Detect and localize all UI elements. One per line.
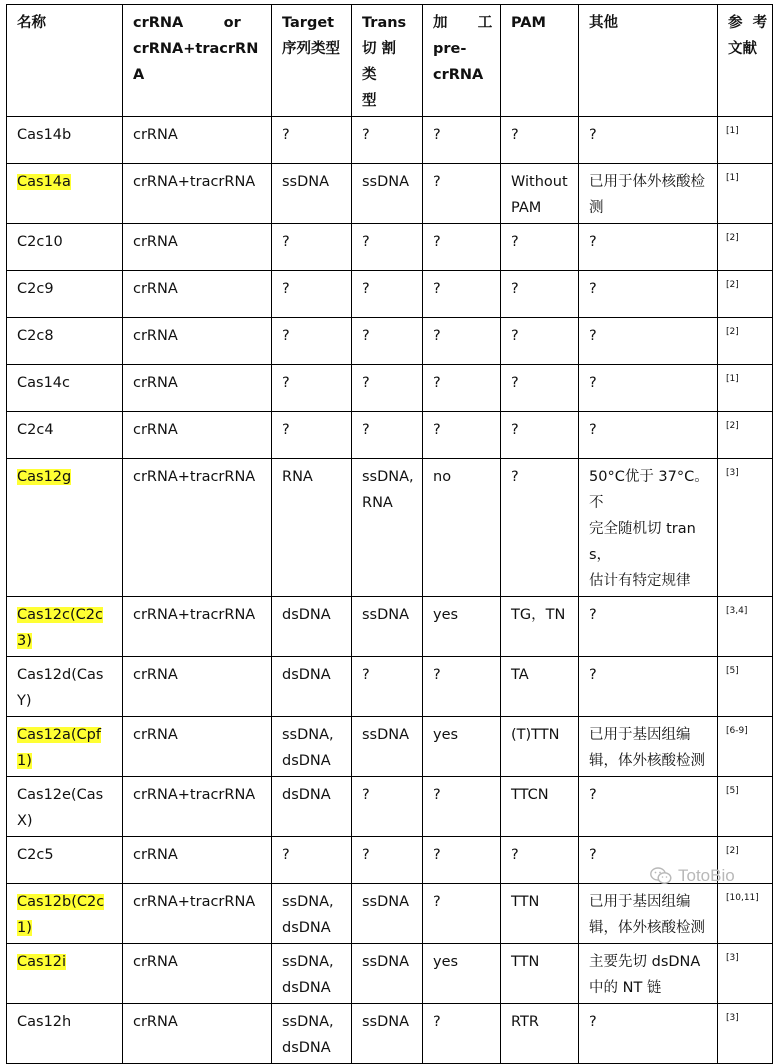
cell-trans (352, 271, 423, 318)
table-row (7, 777, 773, 837)
trans-line: ssDNA (362, 894, 410, 910)
cell-trans (352, 365, 423, 412)
other-line: 完全随机切 trans， (589, 521, 696, 563)
pam-line: ? (511, 847, 519, 863)
pam-line: TA (511, 667, 529, 683)
other-line: 已用于基因组编 (589, 894, 691, 910)
rna-type: crRNA+tracrRNA (133, 894, 256, 910)
table-row (7, 271, 773, 318)
reference-marker: [5] (726, 666, 739, 676)
other-line: 已用于体外核酸检 (589, 174, 705, 190)
cell-trans (352, 117, 423, 164)
pam-line: TTN (511, 894, 540, 910)
cell-processing (423, 944, 501, 1004)
cell-other (579, 944, 718, 1004)
processing-value: yes (433, 607, 459, 623)
reference-marker: [1] (726, 126, 739, 136)
cell-rna (123, 164, 272, 224)
target-line: dsDNA (282, 1040, 331, 1056)
cell-pam (501, 717, 579, 777)
target-line: ssDNA (282, 174, 330, 190)
cell-rna (123, 657, 272, 717)
header-pam: PAM (501, 5, 579, 117)
other-line: ? (589, 607, 597, 623)
rna-type: crRNA+tracrRNA (133, 174, 256, 190)
cell-target (272, 1004, 352, 1064)
target-line: ? (282, 281, 290, 297)
table-row (7, 597, 773, 657)
processing-value: ? (433, 847, 441, 863)
protein-name: Cas12i (17, 954, 67, 970)
other-line: ? (589, 787, 597, 803)
pam-line: TG，TN (511, 607, 566, 623)
cell-refs (718, 271, 773, 318)
header-other: 其他 (579, 5, 718, 117)
pam-line: ? (511, 328, 519, 344)
other-line: 50°C优于 37°C。不 (589, 469, 709, 511)
pam-line: PAM (511, 200, 542, 216)
cell-refs (718, 884, 773, 944)
pam-line: ? (511, 127, 519, 143)
cell-pam (501, 884, 579, 944)
cell-name (7, 412, 123, 459)
protein-name: Cas12c(C2c3) (17, 607, 103, 649)
target-line: ssDNA, (282, 954, 334, 970)
other-line: 估计有特定规律 (589, 573, 691, 589)
trans-line: ? (362, 281, 370, 297)
rna-type: crRNA (133, 1014, 178, 1030)
table-row (7, 944, 773, 1004)
cell-other (579, 365, 718, 412)
cell-name (7, 365, 123, 412)
cell-refs (718, 412, 773, 459)
cell-name (7, 884, 123, 944)
cell-rna (123, 271, 272, 318)
reference-marker: [2] (726, 280, 739, 290)
target-line: dsDNA (282, 787, 331, 803)
table-row (7, 164, 773, 224)
cell-other (579, 1004, 718, 1064)
rna-type: crRNA (133, 127, 178, 143)
cell-other (579, 884, 718, 944)
protein-name: Cas12b(C2c1) (17, 894, 105, 936)
cell-rna (123, 1004, 272, 1064)
header-refs: 参 考 文献 (718, 5, 773, 117)
cell-trans (352, 597, 423, 657)
target-line: ? (282, 328, 290, 344)
rna-type: crRNA (133, 375, 178, 391)
cell-target (272, 224, 352, 271)
cell-rna (123, 944, 272, 1004)
target-line: ssDNA, (282, 727, 334, 743)
cell-processing (423, 597, 501, 657)
target-line: ? (282, 422, 290, 438)
target-line: ? (282, 375, 290, 391)
cell-pam (501, 777, 579, 837)
cell-pam (501, 164, 579, 224)
trans-line: ? (362, 127, 370, 143)
pam-line: Without (511, 174, 568, 190)
table-row (7, 717, 773, 777)
protein-name: Cas14c (17, 375, 70, 391)
cell-refs (718, 365, 773, 412)
target-line: dsDNA (282, 753, 331, 769)
cell-other (579, 597, 718, 657)
cell-target (272, 117, 352, 164)
trans-line: ssDNA (362, 1014, 410, 1030)
processing-value: yes (433, 727, 459, 743)
cell-processing (423, 318, 501, 365)
cell-name (7, 657, 123, 717)
cell-name (7, 1004, 123, 1064)
cell-refs (718, 717, 773, 777)
watermark (650, 866, 735, 886)
pam-line: TTCN (511, 787, 549, 803)
cell-refs (718, 1004, 773, 1064)
cell-trans (352, 224, 423, 271)
processing-value: ? (433, 894, 441, 910)
trans-line: ? (362, 847, 370, 863)
processing-value: ? (433, 422, 441, 438)
cell-processing (423, 1004, 501, 1064)
cell-target (272, 597, 352, 657)
reference-marker: [10,11] (726, 893, 759, 903)
trans-line: ? (362, 234, 370, 250)
cell-rna (123, 459, 272, 597)
cell-processing (423, 224, 501, 271)
reference-marker: [3] (726, 1013, 739, 1023)
cell-refs (718, 657, 773, 717)
trans-line: ssDNA (362, 174, 410, 190)
cell-target (272, 365, 352, 412)
reference-marker: [3] (726, 953, 739, 963)
rna-type: crRNA (133, 281, 178, 297)
table-row (7, 1004, 773, 1064)
other-line: ? (589, 127, 597, 143)
cell-refs (718, 459, 773, 597)
cell-other (579, 117, 718, 164)
cell-other (579, 412, 718, 459)
header-target: Target 序列类型 (272, 5, 352, 117)
table-row (7, 657, 773, 717)
header-trans: Trans 切 割 类 型 (352, 5, 423, 117)
other-line: 已用于基因组编 (589, 727, 691, 743)
protein-name: C2c4 (17, 422, 54, 438)
cell-name (7, 271, 123, 318)
table-row (7, 117, 773, 164)
other-line: 辑，体外核酸检测 (589, 753, 705, 769)
cell-name (7, 224, 123, 271)
cell-name (7, 597, 123, 657)
rna-type: crRNA (133, 234, 178, 250)
protein-name: C2c8 (17, 328, 54, 344)
cell-pam (501, 597, 579, 657)
pam-line: ? (511, 234, 519, 250)
cell-target (272, 459, 352, 597)
table-row (7, 412, 773, 459)
cell-processing (423, 657, 501, 717)
cell-trans (352, 884, 423, 944)
trans-line: ? (362, 328, 370, 344)
pam-line: ? (511, 375, 519, 391)
processing-value: ? (433, 667, 441, 683)
protein-name: Cas14a (17, 174, 71, 190)
cell-trans (352, 777, 423, 837)
processing-value: ? (433, 127, 441, 143)
cell-trans (352, 837, 423, 884)
cell-processing (423, 459, 501, 597)
cell-name (7, 777, 123, 837)
processing-value: ? (433, 375, 441, 391)
cell-processing (423, 365, 501, 412)
trans-line: ? (362, 787, 370, 803)
cell-target (272, 717, 352, 777)
other-line: 中的 NT 链 (589, 980, 662, 996)
cell-other (579, 777, 718, 837)
protein-name: Cas14b (17, 127, 72, 143)
target-line: ? (282, 847, 290, 863)
watermark-text: TotoBio (678, 866, 735, 885)
cell-processing (423, 717, 501, 777)
table-row (7, 224, 773, 271)
protein-name: Cas12g (17, 469, 72, 485)
target-line: ? (282, 234, 290, 250)
cell-target (272, 777, 352, 837)
pam-line: TTN (511, 954, 540, 970)
protein-name: C2c10 (17, 234, 63, 250)
cell-name (7, 117, 123, 164)
cell-trans (352, 1004, 423, 1064)
cell-other (579, 224, 718, 271)
cell-rna (123, 717, 272, 777)
other-line: 测 (589, 200, 604, 216)
cell-target (272, 412, 352, 459)
cell-rna (123, 777, 272, 837)
other-line: ? (589, 422, 597, 438)
other-line: ? (589, 1014, 597, 1030)
table-row (7, 884, 773, 944)
reference-marker: [3] (726, 468, 739, 478)
processing-value: ? (433, 234, 441, 250)
target-line: dsDNA (282, 607, 331, 623)
cell-rna (123, 318, 272, 365)
cell-processing (423, 271, 501, 318)
other-line: ? (589, 375, 597, 391)
other-line: ? (589, 667, 597, 683)
cell-name (7, 837, 123, 884)
cell-refs (718, 318, 773, 365)
rna-type: crRNA+tracrRNA (133, 787, 256, 803)
target-line: dsDNA (282, 920, 331, 936)
other-line: ? (589, 328, 597, 344)
cell-pam (501, 271, 579, 318)
protein-name: Cas12e(CasX) (17, 787, 104, 829)
cell-trans (352, 459, 423, 597)
cell-refs (718, 224, 773, 271)
table-row (7, 365, 773, 412)
cell-trans (352, 657, 423, 717)
cas-comparison-table (6, 4, 773, 1064)
reference-marker: [1] (726, 374, 739, 384)
trans-line: ssDNA, (362, 469, 414, 485)
reference-marker: [1] (726, 173, 739, 183)
cell-name (7, 164, 123, 224)
table-row (7, 318, 773, 365)
processing-value: yes (433, 954, 459, 970)
cell-trans (352, 412, 423, 459)
cell-pam (501, 365, 579, 412)
cell-processing (423, 777, 501, 837)
rna-type: crRNA (133, 422, 178, 438)
cell-pam (501, 117, 579, 164)
protein-name: C2c5 (17, 847, 54, 863)
trans-line: RNA (362, 495, 393, 511)
cell-processing (423, 837, 501, 884)
cell-name (7, 944, 123, 1004)
cell-pam (501, 1004, 579, 1064)
rna-type: crRNA (133, 847, 178, 863)
other-line: 主要先切 dsDNA (589, 954, 701, 970)
rna-type: crRNA (133, 727, 178, 743)
target-line: dsDNA (282, 667, 331, 683)
cell-rna (123, 117, 272, 164)
cell-rna (123, 837, 272, 884)
protein-name: C2c9 (17, 281, 54, 297)
header-processing: 加 工 pre- crRNA (423, 5, 501, 117)
target-line: ssDNA, (282, 1014, 334, 1030)
cell-pam (501, 944, 579, 1004)
reference-marker: [2] (726, 421, 739, 431)
cell-rna (123, 884, 272, 944)
cell-trans (352, 164, 423, 224)
target-line: ssDNA, (282, 894, 334, 910)
reference-marker: [5] (726, 786, 739, 796)
protein-name: Cas12h (17, 1014, 72, 1030)
reference-marker: [2] (726, 327, 739, 337)
cell-other (579, 717, 718, 777)
cell-processing (423, 117, 501, 164)
processing-value: no (433, 469, 452, 485)
header-name: 名称 (7, 5, 123, 117)
target-line: dsDNA (282, 980, 331, 996)
other-line: 辑，体外核酸检测 (589, 920, 705, 936)
rna-type: crRNA (133, 328, 178, 344)
pam-line: RTR (511, 1014, 539, 1030)
cell-name (7, 318, 123, 365)
cell-rna (123, 224, 272, 271)
cell-other (579, 164, 718, 224)
rna-type: crRNA (133, 954, 178, 970)
trans-line: ssDNA (362, 727, 410, 743)
cell-name (7, 459, 123, 597)
cell-trans (352, 717, 423, 777)
cell-trans (352, 944, 423, 1004)
cell-rna (123, 412, 272, 459)
cell-rna (123, 597, 272, 657)
reference-marker: [2] (726, 846, 739, 856)
trans-line: ? (362, 375, 370, 391)
reference-marker: [6-9] (726, 726, 748, 736)
rna-type: crRNA+tracrRNA (133, 469, 256, 485)
target-line: RNA (282, 469, 313, 485)
cell-target (272, 164, 352, 224)
cell-pam (501, 412, 579, 459)
cell-pam (501, 459, 579, 597)
other-line: ? (589, 281, 597, 297)
cell-refs (718, 944, 773, 1004)
header-rna: crRNA or crRNA+tracrRNA (123, 5, 272, 117)
cell-refs (718, 117, 773, 164)
cell-target (272, 657, 352, 717)
target-line: ? (282, 127, 290, 143)
protein-name: Cas12a(Cpf1) (17, 727, 101, 769)
trans-line: ssDNA (362, 607, 410, 623)
cell-other (579, 459, 718, 597)
processing-value: ? (433, 1014, 441, 1030)
cell-other (579, 318, 718, 365)
table-row (7, 459, 773, 597)
cell-other (579, 657, 718, 717)
cell-target (272, 884, 352, 944)
pam-line: ? (511, 281, 519, 297)
cell-target (272, 837, 352, 884)
cell-name (7, 717, 123, 777)
cell-target (272, 318, 352, 365)
cell-trans (352, 318, 423, 365)
processing-value: ? (433, 174, 441, 190)
rna-type: crRNA (133, 667, 178, 683)
cell-other (579, 271, 718, 318)
cell-pam (501, 657, 579, 717)
reference-marker: [3,4] (726, 606, 748, 616)
header-row (7, 5, 773, 117)
pam-line: ? (511, 469, 519, 485)
other-line: ? (589, 847, 597, 863)
cell-refs (718, 164, 773, 224)
cell-refs (718, 597, 773, 657)
processing-value: ? (433, 328, 441, 344)
cell-rna (123, 365, 272, 412)
rna-type: crRNA+tracrRNA (133, 607, 256, 623)
cell-processing (423, 884, 501, 944)
cell-target (272, 944, 352, 1004)
cell-pam (501, 318, 579, 365)
cell-target (272, 271, 352, 318)
cell-pam (501, 837, 579, 884)
cell-pam (501, 224, 579, 271)
processing-value: ? (433, 281, 441, 297)
trans-line: ? (362, 422, 370, 438)
cell-processing (423, 164, 501, 224)
cell-refs (718, 777, 773, 837)
pam-line: (T)TTN (511, 727, 560, 743)
trans-line: ssDNA (362, 954, 410, 970)
processing-value: ? (433, 787, 441, 803)
cell-processing (423, 412, 501, 459)
pam-line: ? (511, 422, 519, 438)
protein-name: Cas12d(CasY) (17, 667, 104, 709)
wechat-icon (650, 867, 672, 885)
other-line: ? (589, 234, 597, 250)
trans-line: ? (362, 667, 370, 683)
reference-marker: [2] (726, 233, 739, 243)
